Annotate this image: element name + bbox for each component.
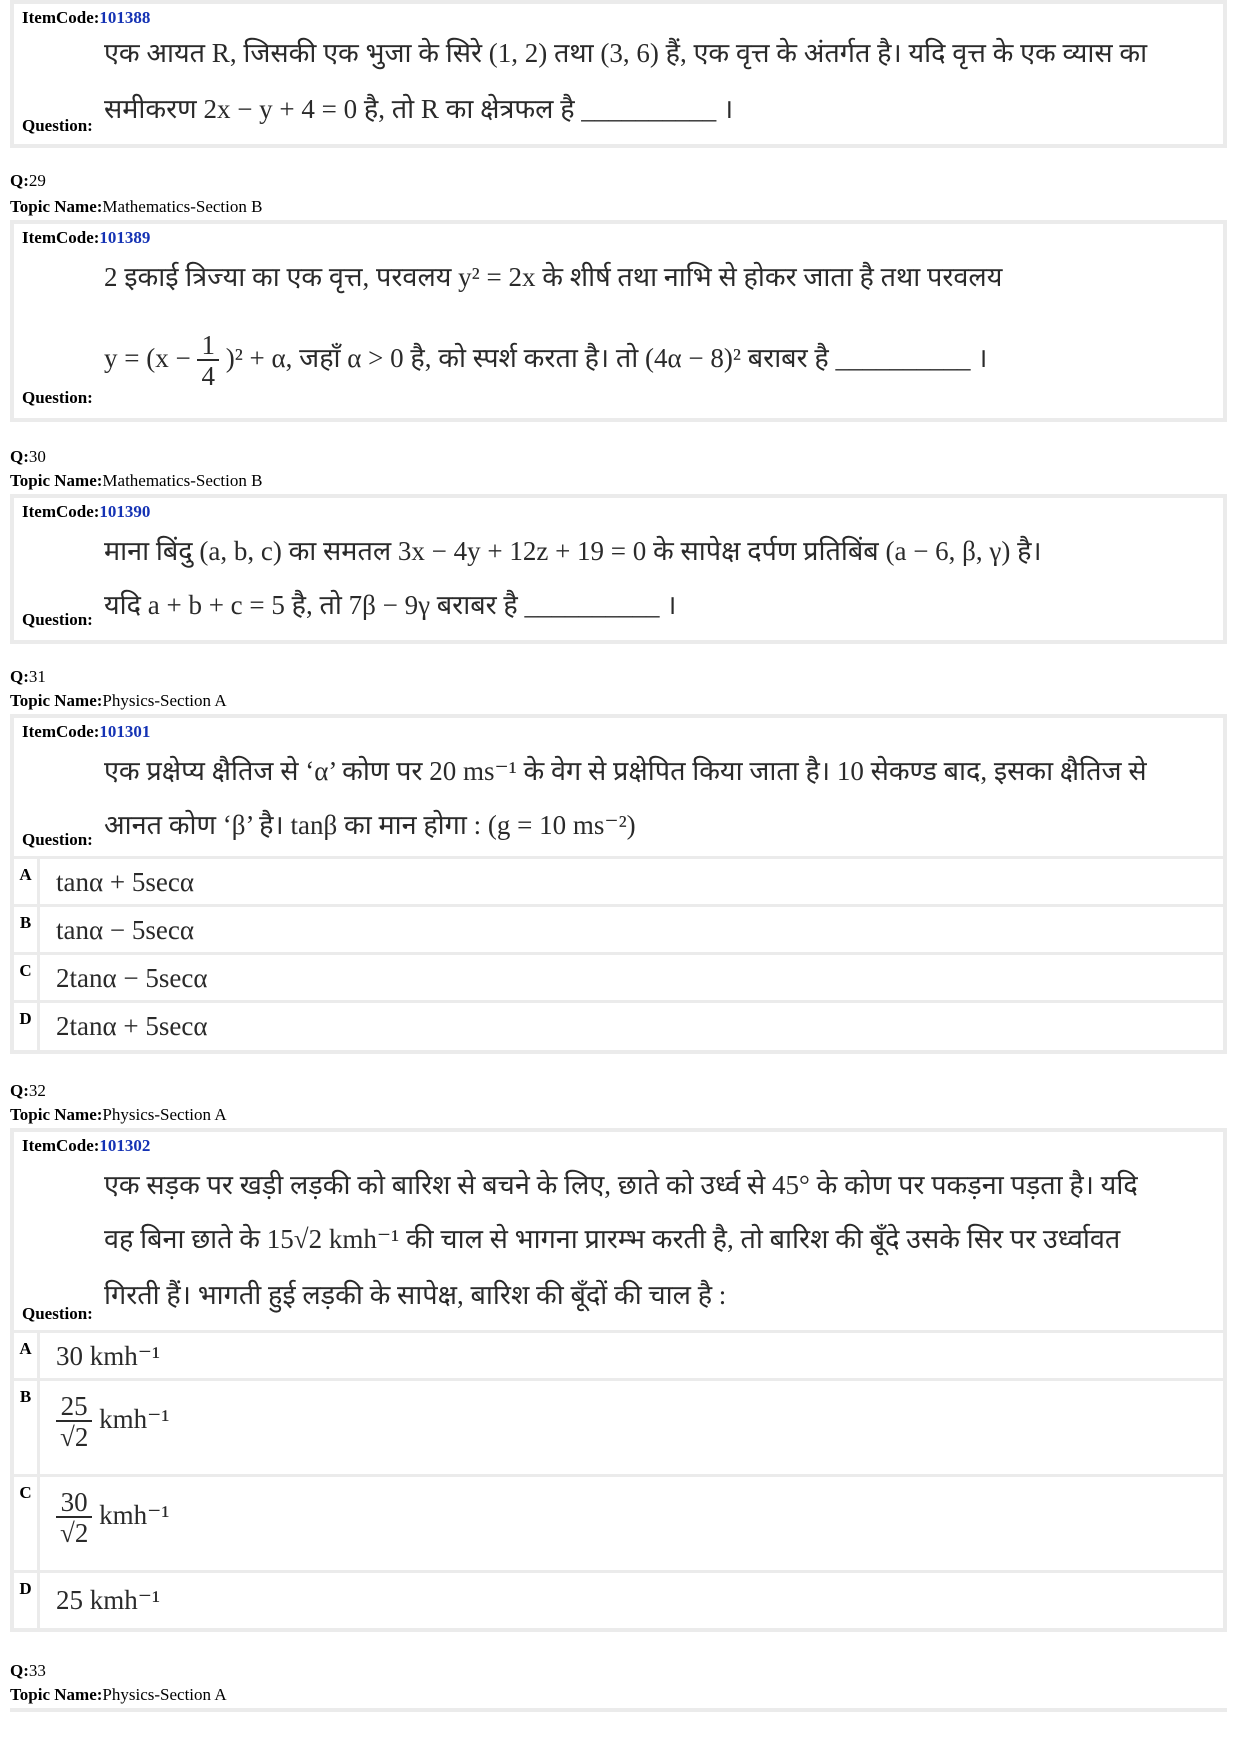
question-label: Question: — [22, 830, 93, 849]
question-card-28 — [10, 0, 1227, 148]
question-text-line: y = (x − $\frac{1}{4}$ )² + α, जहाँ α > 0 है, को स्पर्श करता है। तो (4α − 8)² बराबर है __________ । — [104, 330, 988, 391]
option-b[interactable]: B $\frac{25}{√2}$ kmh⁻¹ — [14, 1378, 1223, 1477]
question-text-line: एक प्रक्षेप्य क्षैतिज से ‘α’ कोण पर 20 ms⁻¹ के वेग से प्रक्षेपित किया जाता है। 10 सेकण्ड बाद, इसका क्षैतिज से — [104, 756, 1147, 786]
question-text-line: आनत कोण ‘β’ है। tanβ का मान होगा : (g = 10 ms⁻²) — [104, 810, 636, 840]
question-label: Question: — [22, 116, 93, 135]
question-number: Q:32 — [10, 1081, 46, 1100]
topic-name: Topic Name:Physics-Section A — [10, 1105, 227, 1124]
topic-name: Topic Name:Mathematics-Section B — [10, 197, 263, 216]
topic-name: Topic Name:Mathematics-Section B — [10, 471, 263, 490]
option-d[interactable]: D 2tanα + 5secα — [14, 1000, 1223, 1053]
options-list — [10, 856, 1227, 1054]
topic-name: Topic Name:Physics-Section A — [10, 691, 227, 710]
item-code: ItemCode:101390 — [22, 502, 151, 521]
question-text-line: 2 इकाई त्रिज्या का एक वृत्त, परवलय y² = 2x के शीर्ष तथा नाभि से होकर जाता है तथा परवलय — [104, 262, 1003, 292]
question-text-line: यदि a + b + c = 5 है, तो 7β − 9γ बराबर है __________ । — [104, 590, 677, 620]
question-number: Q:30 — [10, 447, 46, 466]
option-c[interactable]: C $\frac{30}{√2}$ kmh⁻¹ — [14, 1474, 1223, 1573]
question-label: Question: — [22, 388, 93, 407]
question-text-line: एक सड़क पर खड़ी लड़की को बारिश से बचने के लिए, छाते को उर्ध्व से 45° के कोण पर पकड़ना पड़ता है। यदि — [104, 1170, 1138, 1200]
question-text-line: गिरती हैं। भागती हुई लड़की के सापेक्ष, बारिश की बूँदों की चाल है : — [104, 1280, 727, 1310]
question-card-32 — [10, 1128, 1227, 1334]
item-code: ItemCode:101389 — [22, 228, 151, 247]
question-card-29 — [10, 220, 1227, 422]
item-code: ItemCode:101301 — [22, 722, 151, 741]
item-code: ItemCode:101388 — [22, 8, 151, 27]
question-text-line: एक आयत R, जिसकी एक भुजा के सिरे (1, 2) तथा (3, 6) हैं, एक वृत्त के अंतर्गत है। यदि वृत्त के एक व्यास का — [104, 38, 1148, 68]
question-label: Question: — [22, 610, 93, 629]
card-top-border — [10, 1708, 1227, 1712]
item-code: ItemCode:101302 — [22, 1136, 151, 1155]
option-a[interactable]: A tanα + 5secα — [14, 856, 1223, 907]
question-card-31 — [10, 714, 1227, 860]
question-number: Q:33 — [10, 1661, 46, 1680]
fraction: $\frac{1}{4}$ — [197, 332, 219, 390]
option-d[interactable]: D 25 kmh⁻¹ — [14, 1570, 1223, 1631]
option-b[interactable]: B tanα − 5secα — [14, 904, 1223, 955]
question-text-line: वह बिना छाते के 15√2 kmh⁻¹ की चाल से भागना प्रारम्भ करती है, तो बारिश की बूँदे उसके सिर पर उर्ध्वावत — [104, 1224, 1121, 1254]
question-text-line: समीकरण 2x − y + 4 = 0 है, तो R का क्षेत्रफल है __________ । — [104, 94, 734, 124]
question-label: Question: — [22, 1304, 93, 1323]
option-a[interactable]: A 30 kmh⁻¹ — [14, 1330, 1223, 1381]
fraction: $\frac{25}{√2}$ — [56, 1393, 92, 1451]
option-c[interactable]: C 2tanα − 5secα — [14, 952, 1223, 1003]
question-number: Q:31 — [10, 667, 46, 686]
question-card-30 — [10, 494, 1227, 644]
fraction: $\frac{30}{√2}$ — [56, 1489, 92, 1547]
question-number: Q:29 — [10, 171, 46, 190]
options-list — [10, 1330, 1227, 1632]
question-text-line: माना बिंदु (a, b, c) का समतल 3x − 4y + 12z + 19 = 0 के सापेक्ष दर्पण प्रतिबिंब (a − 6, β, γ) है। — [104, 536, 1042, 566]
topic-name: Topic Name:Physics-Section A — [10, 1685, 227, 1704]
